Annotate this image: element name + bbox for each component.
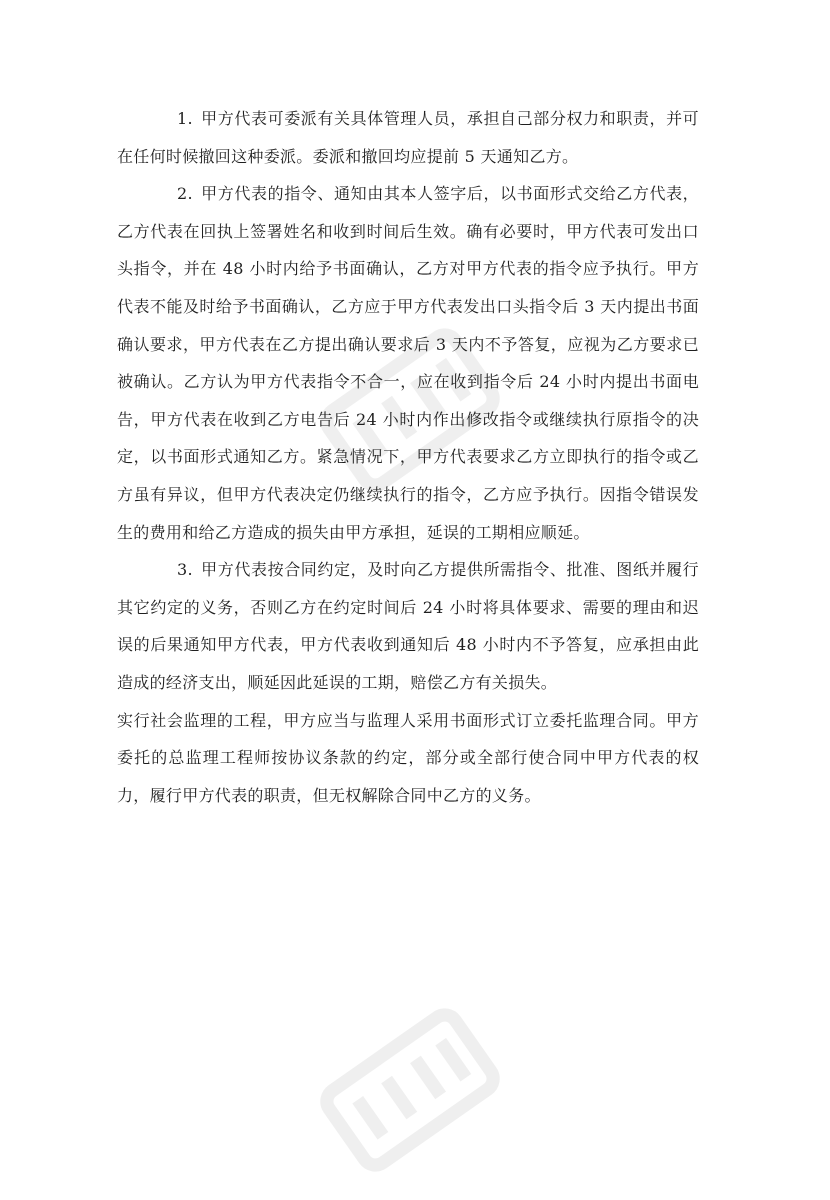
watermark-stamp-icon (300, 980, 520, 1200)
clause-text: 甲方代表的指令、通知由其本人签字后，以书面形式交给乙方代表，乙方代表在回执上签署姓名和收到时间后生效。确有必要时，甲方代表可发出口头指令，并在 48 小时内给予书面确认，乙方对甲方代表的指令应予执行。甲方代表不能及时给予书面确认，乙方应于甲方代表发出口头指令后 3 天内提出书面确认要求，甲方代表在乙方提出确认要求后 3 天内不予答复，应视为乙方要求已被确认。乙方认为甲方代表指令不合一，应在收到指令后 24 小时内提出书面电告，甲方代表在收到乙方电告后 24 小时内作出修改指令或继续执行原指令的决定，以书面形式通知乙方。紧急情况下，甲方代表要求乙方立即执行的指令或乙方虽有异议，但甲方代表决定仍继续执行的指令，乙方应予执行。因指令错误发生的费用和给乙方造成的损失由甲方承担，延误的工期相应顺延。 (117, 184, 699, 542)
clause-text: 甲方代表按合同约定，及时向乙方提供所需指令、批准、图纸并履行其它约定的义务，否则乙方在约定时间后 24 小时将具体要求、需要的理由和迟误的后果通知甲方代表，甲方代表收到通知后 48 小时内不予答复，应承担由此造成的经济支出，顺延因此延误的工期，赔偿乙方有关损失。 (117, 560, 699, 692)
clause-number: 1. (177, 109, 193, 128)
closing-paragraph: 实行社会监理的工程，甲方应当与监理人采用书面形式订立委托监理合同。甲方委托的总监理工程师按协议条款的约定，部分或全部行使合同中甲方代表的权力，履行甲方代表的职责，但无权解除合同中乙方的义务。 (117, 710, 699, 805)
clause-number: 2. (177, 184, 193, 204)
clause-number: 3. (177, 560, 193, 580)
clause-paragraph-1 (117, 100, 699, 175)
document-body (117, 100, 699, 814)
clause-paragraph-2 (117, 175, 699, 551)
clause-text: 甲方代表可委派有关具体管理人员，承担自己部分权力和职责，并可在任何时候撤回这种委派。委派和撤回均应提前 5 天通知乙方。 (117, 109, 699, 166)
clause-paragraph-3 (117, 551, 699, 701)
